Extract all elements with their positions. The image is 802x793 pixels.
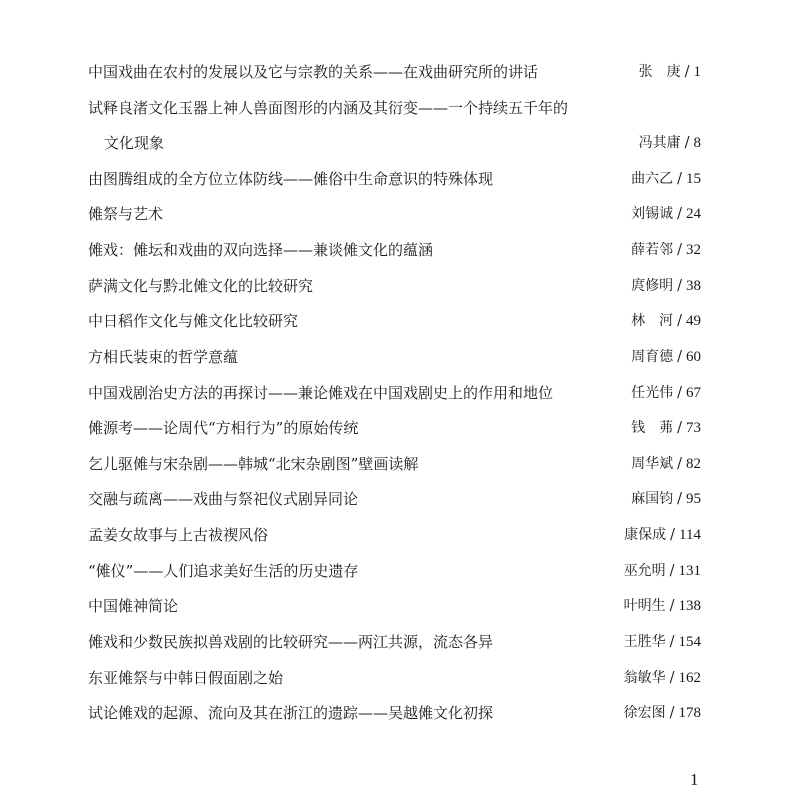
- toc-entry-page: 1: [693, 64, 701, 80]
- toc-entry: [88, 666, 701, 690]
- toc-entry-meta: [631, 416, 701, 440]
- toc-entry-page: 73: [686, 420, 701, 436]
- toc-entry-page: 8: [693, 135, 701, 151]
- toc-entry-title: 中国戏剧治史方法的再探讨——兼论傩戏在中国戏剧史上的作用和地位: [88, 384, 554, 402]
- toc-entry-meta: [631, 452, 701, 476]
- toc-entry: [88, 381, 701, 405]
- toc-entry-author: 曲六乙: [631, 171, 674, 187]
- toc-entry: [88, 345, 701, 369]
- toc-entry-page: 95: [686, 491, 701, 507]
- toc-entry: [88, 594, 701, 618]
- toc-entry-meta: [624, 666, 701, 690]
- toc-entry-page: 24: [686, 206, 701, 222]
- toc-separator: /: [677, 171, 682, 187]
- toc-entry-title: 试论傩戏的起源、流向及其在浙江的遗踪——吴越傩文化初探: [88, 704, 494, 722]
- toc-entry-author: 麻国钧: [631, 491, 674, 507]
- toc-entry-author: 巫允明: [623, 563, 666, 579]
- toc-separator: /: [677, 420, 682, 436]
- toc-entry-meta: [639, 131, 701, 155]
- toc-entry: [88, 167, 701, 191]
- toc-entry-page: 178: [678, 705, 701, 721]
- toc-entry-meta: [631, 487, 701, 511]
- toc-separator: /: [677, 206, 682, 222]
- toc-entry-title: 乞儿驱傩与宋杂剧——韩城“北宋杂剧图”壁画读解: [88, 455, 419, 473]
- toc-entry-meta: [631, 202, 701, 226]
- toc-entry-meta: [624, 701, 701, 725]
- toc-separator: /: [677, 313, 682, 329]
- toc-entry-author: 钱 茀: [631, 420, 674, 436]
- toc-entry-author: 任光伟: [631, 385, 674, 401]
- toc-separator: /: [669, 705, 675, 721]
- toc-entry: [88, 202, 701, 226]
- toc-entry-meta: [631, 238, 701, 262]
- toc-entry-title: 方相氏装束的哲学意蕴: [88, 348, 239, 366]
- toc-separator: /: [677, 385, 682, 401]
- toc-separator: /: [669, 598, 675, 614]
- toc-entry-author: 薛若邻: [631, 242, 674, 258]
- toc-entry-author: 张 庚: [638, 64, 681, 80]
- toc-entry: [88, 523, 701, 547]
- toc-entry-page: 138: [678, 598, 701, 614]
- toc-entry: [88, 487, 701, 511]
- toc-entry-meta: [624, 523, 701, 547]
- toc-entry-meta: [631, 381, 701, 405]
- toc-separator: /: [669, 634, 675, 650]
- toc-entry-page: 32: [686, 242, 701, 258]
- toc-entry-continuation: [88, 131, 701, 155]
- toc-entry-author: 周华斌: [631, 456, 674, 472]
- toc-entry-meta: [639, 60, 701, 84]
- toc-entry: [88, 274, 701, 298]
- toc-entry-page: 154: [678, 634, 701, 650]
- toc-entry-title: 萨满文化与黔北傩文化的比较研究: [88, 277, 314, 295]
- toc-entry-meta: [631, 345, 701, 369]
- toc-separator: /: [677, 491, 682, 507]
- toc-separator: /: [669, 670, 675, 686]
- toc-entry-meta: [631, 309, 701, 333]
- toc-entry-author: 翁敏华: [623, 670, 666, 686]
- toc-entry-meta: [624, 594, 701, 618]
- toc-entry-page: 114: [679, 527, 701, 543]
- page-number: 1: [690, 770, 699, 789]
- toc-entry-page: 82: [686, 456, 701, 472]
- toc-entry-author: 周育德: [631, 349, 674, 365]
- toc-entry-title: 傩祭与艺术: [88, 205, 164, 223]
- toc-entry: [88, 452, 701, 476]
- toc-entry-title: 交融与疏离——戏曲与祭祀仪式剧异同论: [88, 490, 359, 508]
- toc-entry-title: 孟姜女故事与上古祓禊风俗: [88, 526, 269, 544]
- toc-entry-title: 中日稻作文化与傩文化比较研究: [88, 312, 299, 330]
- toc-entry: [88, 238, 701, 262]
- toc-entry-title: “傩仪”——人们追求美好生活的历史遗存: [88, 562, 359, 580]
- toc-entry: [88, 701, 701, 725]
- toc-entry: [88, 559, 701, 583]
- toc-separator: /: [684, 64, 690, 80]
- toc-separator: /: [677, 456, 682, 472]
- toc-entry-page: 38: [686, 278, 701, 294]
- toc-entry: [88, 60, 701, 84]
- toc-entry-meta: [631, 167, 701, 191]
- toc-separator: /: [669, 563, 675, 579]
- toc-entry-title: 试释良渚文化玉器上神人兽面图形的内涵及其衍变——一个持续五千年的: [88, 99, 569, 117]
- toc-entry-title: 傩戏和少数民族拟兽戏剧的比较研究——两江共源，流态各异: [88, 633, 494, 651]
- toc-entry-author: 庹修明: [631, 278, 674, 294]
- toc-entry-author: 徐宏图: [623, 705, 666, 721]
- toc-entry-title: 傩源考——论周代“方相行为”的原始传统: [88, 419, 359, 437]
- toc-separator: /: [677, 242, 682, 258]
- toc-entry-page: 60: [686, 349, 701, 365]
- toc-entry-author: 刘锡诚: [631, 206, 674, 222]
- toc-entry-page: 49: [686, 313, 701, 329]
- toc-entry: [88, 416, 701, 440]
- toc-entry-author: 王胜华: [623, 634, 666, 650]
- toc-entry: [88, 630, 701, 654]
- toc-separator: /: [677, 349, 682, 365]
- toc-entry-title-continuation: 文化现象: [104, 134, 165, 152]
- toc-entry-page: 67: [686, 385, 701, 401]
- toc-entry-author: 叶明生: [623, 598, 666, 614]
- toc-entry-title: 中国傩神简论: [88, 597, 179, 615]
- toc-separator: /: [684, 135, 690, 151]
- toc-entry-author: 康保成: [624, 527, 667, 543]
- toc-entry-author: 林 河: [631, 313, 674, 329]
- toc-entry-page: 131: [678, 563, 701, 579]
- toc-separator: /: [677, 278, 682, 294]
- toc-entry-title: 傩戏：傩坛和戏曲的双向选择——兼谈傩文化的蕴涵: [88, 241, 434, 259]
- toc-entry-title: 由图腾组成的全方位立体防线——傩俗中生命意识的特殊体现: [88, 170, 494, 188]
- toc-entry-meta: [631, 274, 701, 298]
- toc-entry-meta: [624, 559, 701, 583]
- toc-entry-page: 15: [686, 171, 701, 187]
- toc-separator: /: [670, 527, 676, 543]
- toc-entry: [88, 309, 701, 333]
- toc-entry-title: 中国戏曲在农村的发展以及它与宗教的关系——在戏曲研究所的讲话: [88, 63, 539, 81]
- toc-entry-page: 162: [678, 670, 701, 686]
- toc-entry-meta: [624, 630, 701, 654]
- toc-entry-author: 冯其庸: [638, 135, 681, 151]
- toc-entry-title: 东亚傩祭与中韩日假面剧之始: [88, 669, 284, 687]
- toc-entry: [88, 96, 701, 120]
